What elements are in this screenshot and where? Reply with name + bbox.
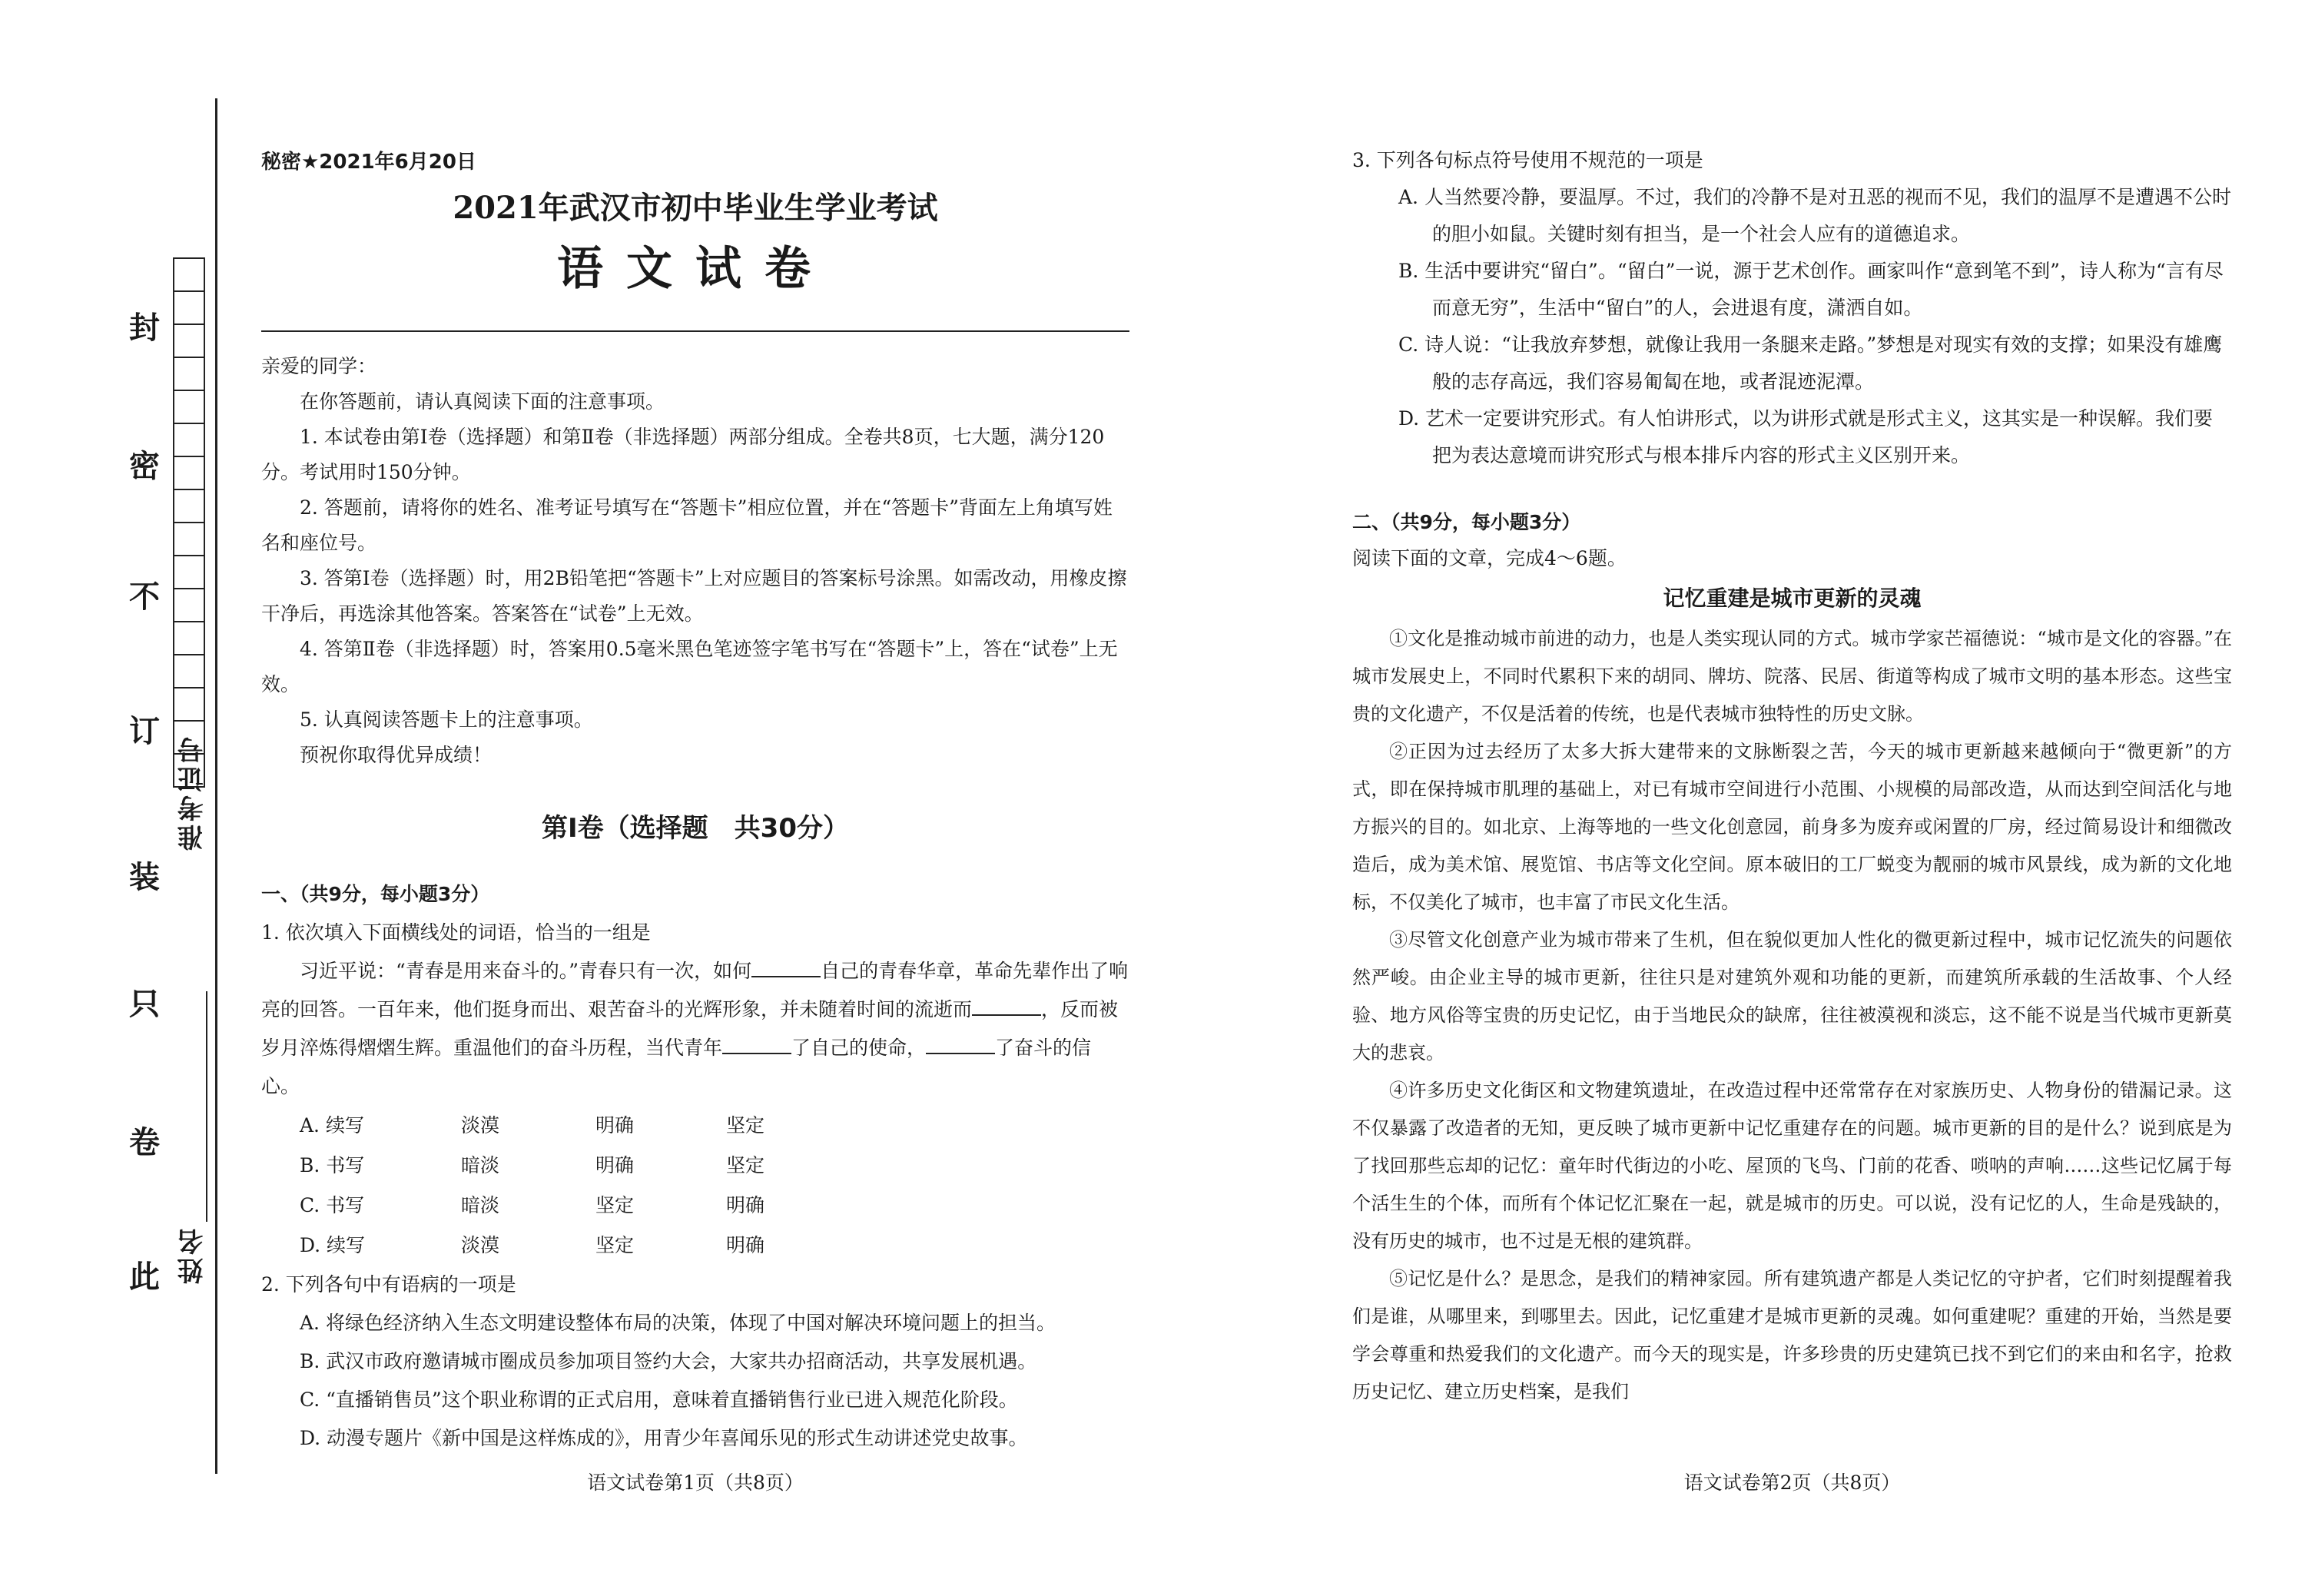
answer-blank [751, 961, 821, 977]
notice-item: 2. 答题前，请将你的姓名、准考证号填写在“答题卡”相应位置，并在“答题卡”背面左上角填写姓名和座位号。 [261, 496, 1113, 554]
question-3-option: D. 艺术一定要讲究形式。有人怕讲形式，以为讲形式就是形式主义，这其实是一种误解。我们要把为表达意境而讲究形式与根本排斥内容的形式主义区别开来。 [1398, 407, 2214, 466]
question-2-stem: 2. 下列各句中有语病的一项是 [261, 1273, 516, 1296]
section-1-heading: 一、（共9分，每小题3分） [261, 883, 490, 905]
article-title: 记忆重建是城市更新的灵魂 [1663, 586, 1922, 611]
article-paragraph: ②正因为过去经历了太多大拆大建带来的文脉断裂之苦，今天的城市更新越来越倾向于“微更新”的方式，即在保持城市肌理的基础上，对已有城市空间进行小范围、小规模的局部改造，从而达到空间活化与地方振兴的目的。如北京、上海等地的一些文化创意园，前身多为废弃或闲置的厂房，经过简易设计和细微改造后，成为美术馆、展览馆、书店等文化空间。原本破旧的工厂蜕变为靓丽的城市风景线，成为新的文化地标，不仅美化了城市，也丰富了市民文化生活。 [1352, 741, 2232, 913]
admission-number-boxes[interactable] [173, 257, 205, 788]
notice-item: 3. 答第Ⅰ卷（选择题）时，用2B铅笔把“答题卡”上对应题目的答案标号涂黑。如需改动，用橡皮擦干净后，再选涂其他答案。答案答在“试卷”上无效。 [261, 567, 1127, 625]
binding-char: 装 [129, 859, 160, 895]
binding-char: 不 [129, 579, 160, 615]
title-rule [261, 330, 1129, 332]
question-2-option: C. “直播销售员”这个职业称谓的正式启用，意味着直播销售行业已进入规范化阶段。 [300, 1389, 1018, 1411]
notice-intro: 在你答题前，请认真阅读下面的注意事项。 [300, 390, 665, 413]
notice-item: 1. 本试卷由第Ⅰ卷（选择题）和第Ⅱ卷（非选择题）两部分组成。全卷共8页，七大题，满分120分。考试用时150分钟。 [261, 426, 1105, 483]
paper-title: 语文试卷 [557, 242, 834, 296]
question-3-option: A. 人当然要冷静，要温厚。不过，我们的冷静不是对丑恶的视而不见，我们的温厚不是遭遇不公时的胆小如鼠。关键时刻有担当，是一个社会人应有的道德追求。 [1398, 186, 2231, 245]
question-2-option: A. 将绿色经济纳入生态文明建设整体布局的决策，体现了中国对解决环境问题上的担当。 [300, 1312, 1056, 1334]
page-footer-1: 语文试卷第1页（共8页） [587, 1472, 804, 1494]
question-2-option: B. 武汉市政府邀请城市圈成员参加项目签约大会，大家共办招商活动，共享发展机遇。 [300, 1350, 1037, 1372]
notice-greeting: 亲爱的同学： [261, 355, 377, 377]
answer-blank [722, 1037, 791, 1054]
question-1-stem: 1. 依次填入下面横线处的词语，恰当的一组是 [261, 921, 651, 944]
notice-block [261, 349, 1129, 773]
question-3-stem: 3. 下列各句标点符号使用不规范的一项是 [1352, 149, 1703, 171]
question-2-option: D. 动漫专题片《新中国是这样炼成的》，用青少年喜闻乐见的形式生动讲述党史故事。 [300, 1427, 1028, 1449]
question-1-option: A. 续写 淡漠 明确 坚定 [300, 1114, 765, 1136]
notice-item: 5. 认真阅读答题卡上的注意事项。 [300, 708, 593, 731]
notice-closing: 预祝你取得优异成绩！ [300, 744, 493, 766]
left-page [261, 146, 1129, 1458]
page-footer-2: 语文试卷第2页（共8页） [1683, 1472, 1901, 1494]
exam-title: 2021年武汉市初中毕业生学业考试 [453, 190, 938, 226]
question-1-option: D. 续写 淡漠 坚定 明确 [300, 1234, 765, 1256]
name-write-line[interactable] [206, 991, 207, 1222]
question-1-passage: 习近平说：“青春是用来奋斗的。”青春只有一次，如何 自己的青春华章，革命先辈作出了响亮的回答。一百年来，他们挺身而出、艰苦奋斗的光辉形象，并未随着时间的流逝而 ，反而被岁月淬炼得熠熠生辉。重温他们的奋斗历程，当代青年 了自己的使命， 了奋斗的信心。 [261, 960, 1129, 1097]
answer-blank [972, 999, 1041, 1016]
section-2-heading: 二、（共9分，每小题3分） [1352, 511, 1581, 533]
volume-title: 第Ⅰ卷（选择题 共30分） [542, 813, 849, 844]
question-1-option: B. 书写 暗淡 明确 坚定 [300, 1154, 765, 1176]
binding-char: 订 [129, 713, 160, 749]
binding-char: 此 [129, 1259, 160, 1295]
binding-char: 卷 [129, 1124, 160, 1160]
answer-blank [926, 1037, 995, 1054]
article-paragraph: ④许多历史文化街区和文物建筑遗址，在改造过程中还常常存在对家族历史、人物身份的错漏记录。这不仅暴露了改造者的无知，更反映了城市更新中记忆重建存在的问题。城市更新的目的是什么？说到底是为了找回那些忘却的记忆：童年时代街边的小吃、屋顶的飞鸟、门前的花香、唢呐的声响……这些记忆属于每个活生生的个体，而所有个体记忆汇聚在一起，就是城市的历史。可以说，没有记忆的人，生命是残缺的，没有历史的城市，也不过是无根的建筑群。 [1352, 1080, 2232, 1252]
admission-number-label: 准考证号 [177, 734, 208, 851]
article-paragraph: ⑤记忆是什么？是思念，是我们的精神家园。所有建筑遗产都是人类记忆的守护者，它们时刻提醒着我们是谁，从哪里来，到哪里去。因此，记忆重建才是城市更新的灵魂。如何重建呢？重建的开始，当然是要学会尊重和热爱我们的文化遗产。而今天的现实是，许多珍贵的历史建筑已找不到它们的来由和名字，抢救历史记忆、建立历史档案，是我们 [1352, 1268, 2232, 1402]
question-3-option: C. 诗人说：“让我放弃梦想，就像让我用一条腿来走路。”梦想是对现实有效的支撑；如果没有雄鹰般的志存高远，我们容易匍匐在地，或者混迹泥潭。 [1398, 333, 2223, 393]
secret-line: 秘密★2021年6月20日 [261, 151, 476, 174]
binding-char: 封 [129, 310, 160, 346]
binding-char: 密 [129, 448, 160, 484]
notice-item: 4. 答第Ⅱ卷（非选择题）时，答案用0.5毫米黑色笔迹签字笔书写在“答题卡”上，答在“试卷”上无效。 [261, 638, 1118, 695]
question-3-option: B. 生活中要讲究“留白”。“留白”一说，源于艺术创作。画家叫作“意到笔不到”，诗人称为“言有尽而意无穷”，生活中“留白”的人，会进退有度，潇洒自如。 [1398, 260, 2224, 319]
name-label: 姓名 [177, 1226, 208, 1284]
article-paragraph: ①文化是推动城市前进的动力，也是人类实现认同的方式。城市学家芒福德说：“城市是文化的容器。”在城市发展史上，不同时代累积下来的胡同、牌坊、院落、民居、街道等构成了城市文明的基本形态。这些宝贵的文化遗产，不仅是活着的传统，也是代表城市独特性的历史文脉。 [1352, 628, 2232, 725]
question-1-option: C. 书写 暗淡 坚定 明确 [300, 1194, 765, 1216]
article-paragraph: ③尽管文化创意产业为城市带来了生机，但在貌似更加人性化的微更新过程中，城市记忆流失的问题依然严峻。由企业主导的城市更新，往往只是对建筑外观和功能的更新，而建筑所承载的生活故事、个人经验、地方风俗等宝贵的历史记忆，由于当地民众的缺席，往往被漠视和淡忘，这不能不说是当代城市更新莫大的悲哀。 [1352, 929, 2232, 1063]
binding-char: 只 [129, 986, 160, 1022]
section-2-intro: 阅读下面的文章，完成4～6题。 [1352, 547, 1627, 569]
binding-line [215, 98, 217, 1474]
right-page [1352, 142, 2232, 1411]
